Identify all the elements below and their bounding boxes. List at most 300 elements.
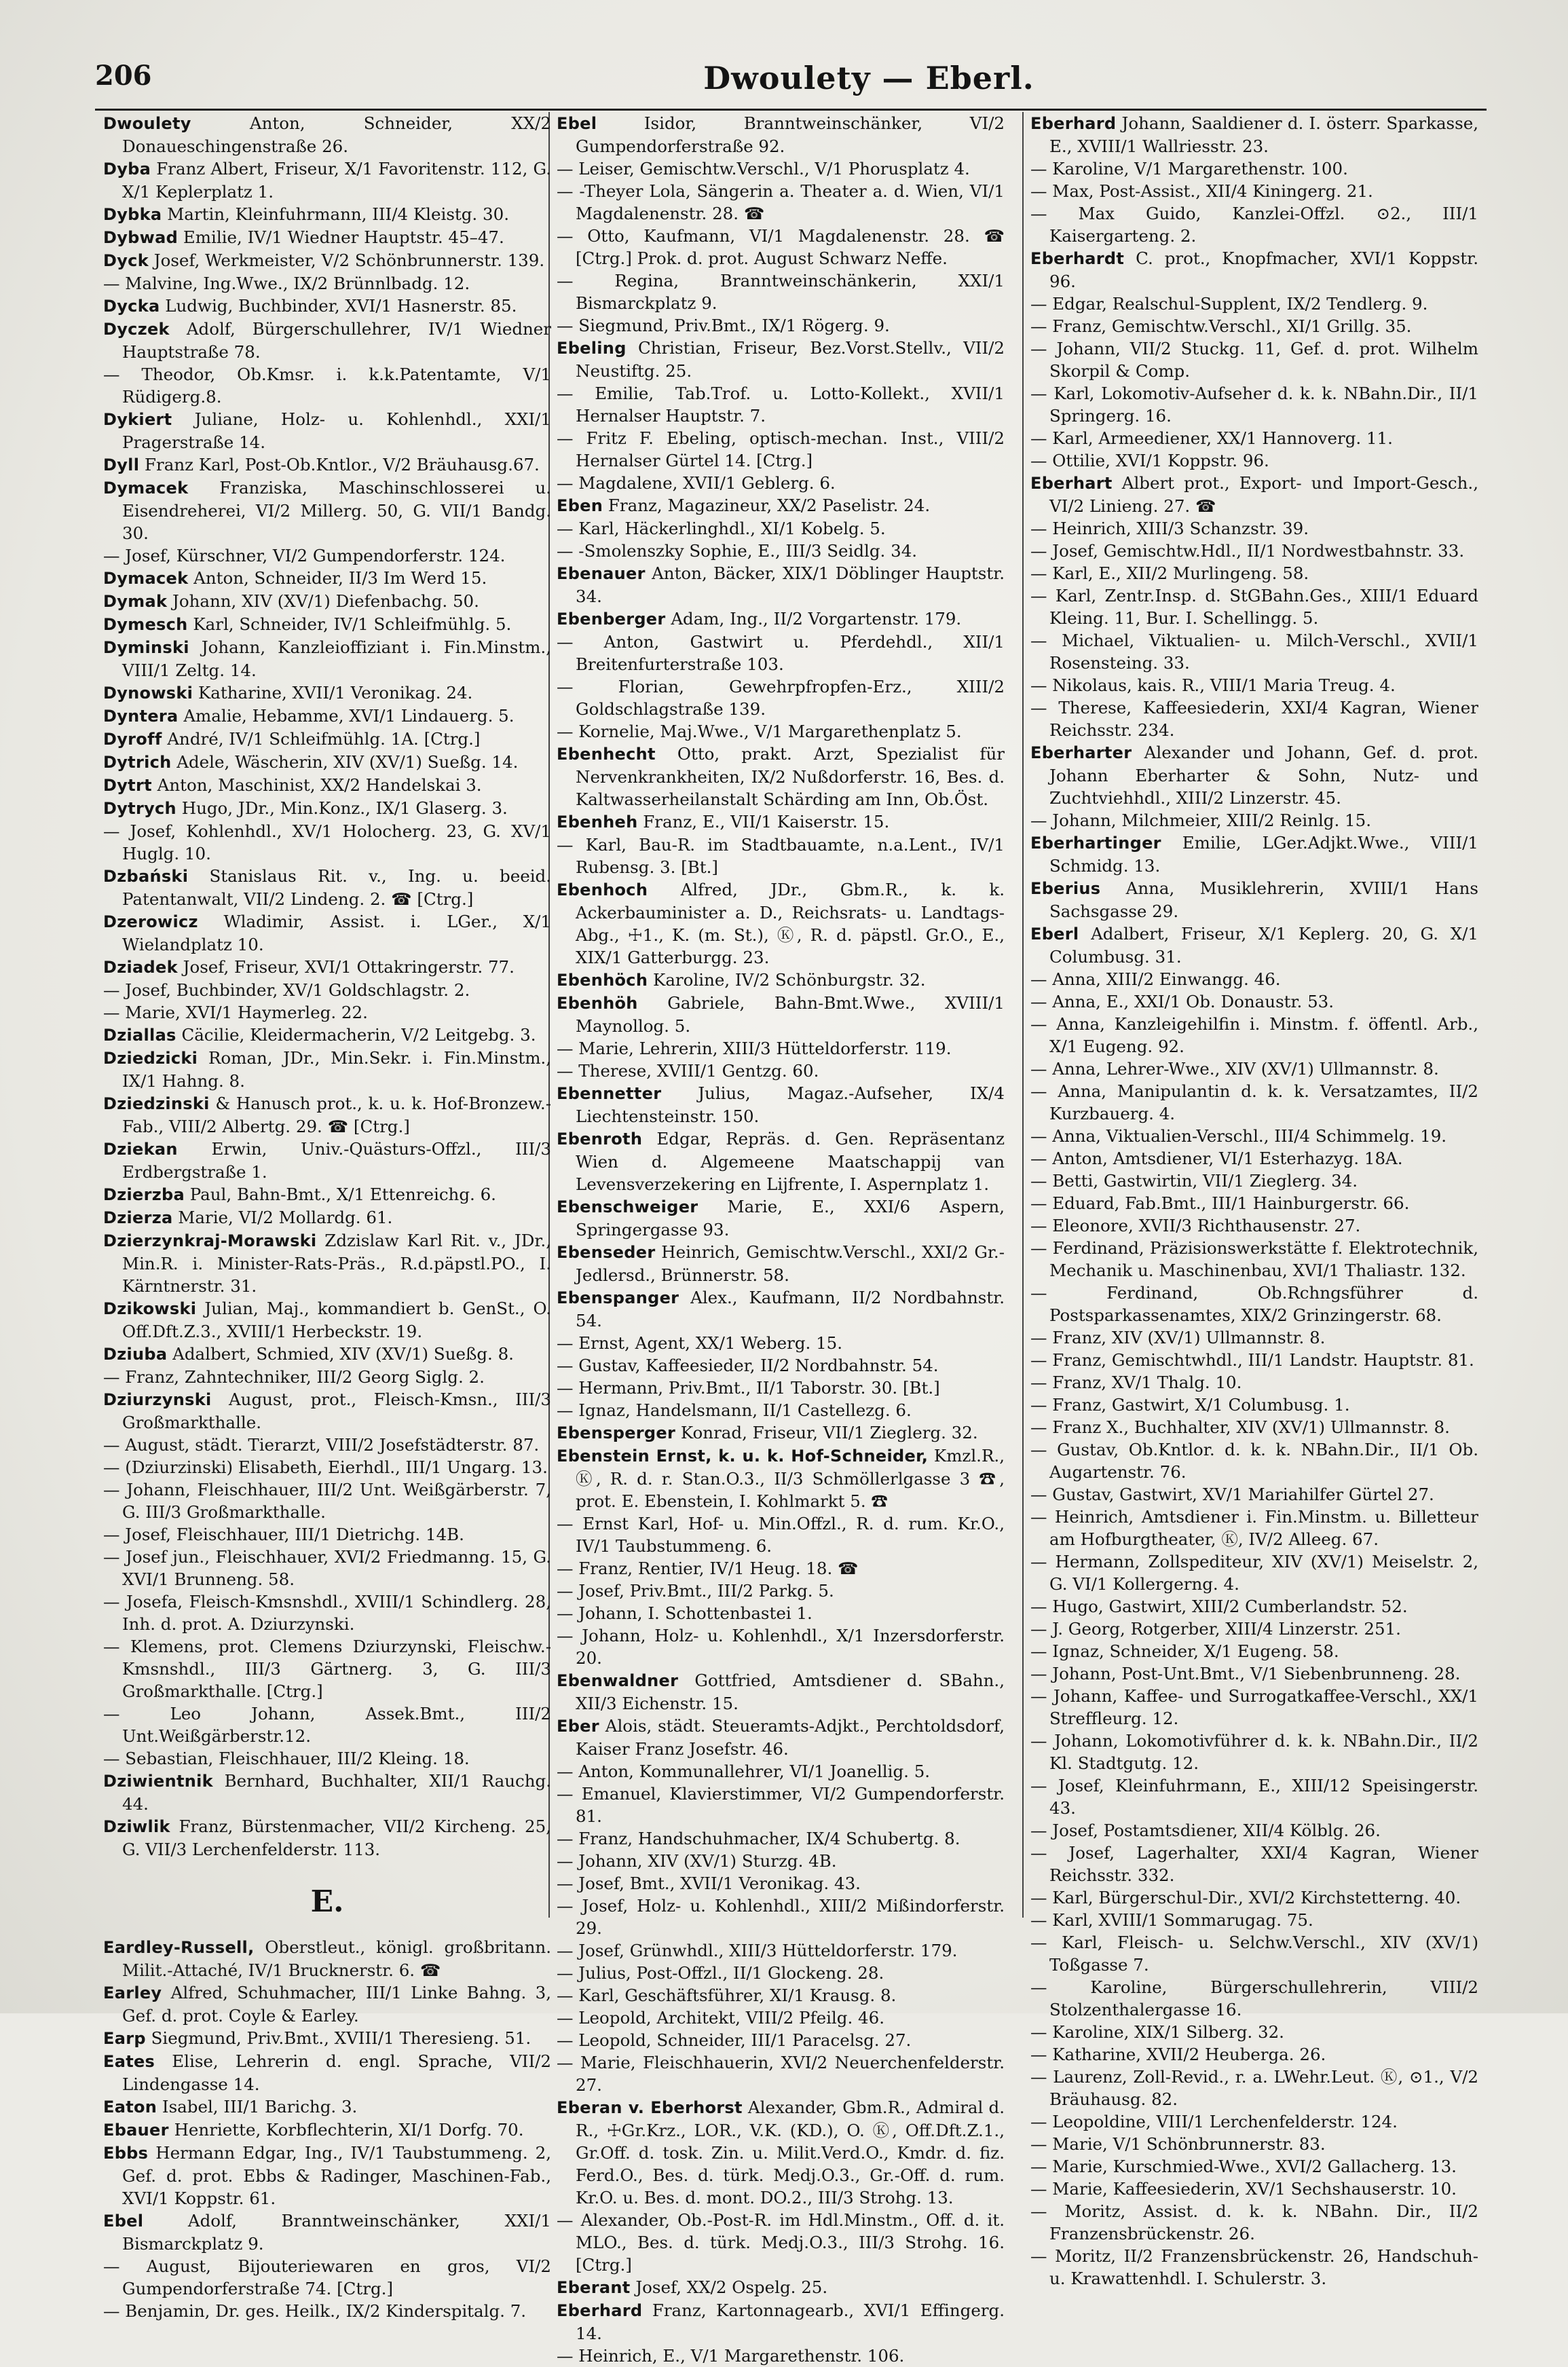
entry-surname: Ebenroth bbox=[557, 1130, 643, 1149]
entry-details: Gottfried, Amtsdiener d. SBahn., XII/3 Eichenstr. 15. bbox=[576, 1671, 1005, 1713]
entry-list bbox=[103, 112, 551, 1861]
entry-details: Juliane, Holz- u. Kohlenhdl., XXI/1 Pragerstraße 14. bbox=[122, 409, 551, 452]
entry-details: — -Smolenszky Sophie, E., III/3 Seidlg. 34. bbox=[557, 541, 918, 561]
directory-entry bbox=[557, 1872, 1005, 1895]
entry-details: — Otto, Kaufmann, VI/1 Magdalenenstr. 28. ☎ [Ctrg.] Prok. d. prot. August Schwarz Neffe. bbox=[557, 226, 1005, 268]
entry-details: — Karl, Bau-R. im Stadtbauamte, n.a.Lent., IV/1 Rubensg. 3. [Bt.] bbox=[557, 835, 1005, 877]
entry-details: — Eleonore, XVII/3 Richthausenstr. 27. bbox=[1030, 1216, 1361, 1235]
entry-details: — Hermann, Priv.Bmt., II/1 Taborstr. 30. [Bt.] bbox=[557, 1378, 940, 1398]
directory-entry bbox=[557, 1715, 1005, 1760]
directory-entry bbox=[103, 544, 551, 567]
entry-details: — Karl, Armeediener, XX/1 Hannoverg. 11. bbox=[1030, 428, 1393, 448]
directory-entry bbox=[1030, 1730, 1478, 1774]
entry-details: — Franz X., Buchhalter, XIV (XV/1) Ullmannstr. 8. bbox=[1030, 1417, 1450, 1437]
directory-entry bbox=[103, 272, 551, 295]
entry-details: Alois, städt. Steueramts-Adjkt., Perchtoldsdorf, Kaiser Franz Josefstr. 46. bbox=[576, 1716, 1005, 1759]
entry-surname: Ebeling bbox=[557, 339, 627, 358]
entry-details: — Leopold, Schneider, III/1 Paracelsg. 27. bbox=[557, 2030, 912, 2050]
entry-surname: Dymak bbox=[103, 592, 168, 611]
directory-entry bbox=[103, 453, 551, 477]
entry-details: — Johann, Post-Unt.Bmt., V/1 Siebenbrunneng. 28. bbox=[1030, 1664, 1461, 1683]
entry-details: — Franz, Gemischtwhdl., III/1 Landstr. Hauptstr. 81. bbox=[1030, 1350, 1474, 1370]
entry-surname: Dziuba bbox=[103, 1345, 168, 1364]
entry-details: & Hanusch prot., k. u. k. Hof-Bronzew.-Fab., VIII/2 Albertg. 29. ☎ [Ctrg.] bbox=[122, 1094, 551, 1136]
page-number: 206 bbox=[95, 60, 152, 92]
entry-surname: Dytrt bbox=[103, 776, 152, 795]
directory-entry bbox=[557, 314, 1005, 337]
entry-details: — Josef, Fleischhauer, III/1 Dietrichg. 14B. bbox=[103, 1525, 464, 1544]
directory-entry bbox=[1030, 112, 1478, 157]
directory-entry bbox=[557, 1037, 1005, 1060]
entry-details: Johann, Saaldiener d. I. österr. Sparkasse, E., XVIII/1 Wallriesstr. 23. bbox=[1049, 113, 1478, 156]
directory-entry bbox=[557, 1580, 1005, 1602]
directory-entry bbox=[103, 112, 551, 157]
entry-surname: Dyll bbox=[103, 455, 140, 474]
entry-details: — Kornelie, Maj.Wwe., V/1 Margarethenplatz 5. bbox=[557, 722, 962, 741]
entry-details: — Malvine, Ing.Wwe., IX/2 Brünnlbadg. 12. bbox=[103, 274, 470, 293]
entry-details: — Siegmund, Priv.Bmt., IX/1 Rögerg. 9. bbox=[557, 316, 890, 335]
directory-entry bbox=[557, 992, 1005, 1037]
entry-details: — Heinrich, Amtsdiener i. Fin.Minstm. u. Billetteur am Hofburgtheater, Ⓚ, IV/2 Alleeg. 67. bbox=[1030, 1507, 1478, 1549]
directory-entry bbox=[103, 820, 551, 865]
entry-details: — Ignaz, Handelsmann, II/1 Castellezg. 6. bbox=[557, 1400, 912, 1420]
entry-details: Henriette, Korbflechterin, XI/1 Dorfg. 70. bbox=[168, 2120, 524, 2140]
directory-entry bbox=[103, 1747, 551, 1770]
directory-entry bbox=[103, 797, 551, 820]
entry-surname: Ebenstein Ernst, k. u. k. Hof-Schneider, bbox=[557, 1447, 929, 1466]
directory-entry bbox=[103, 2050, 551, 2095]
directory-entry bbox=[557, 472, 1005, 494]
directory-entry bbox=[1030, 1595, 1478, 1618]
entry-details: — Josef, Gemischtw.Hdl., II/1 Nordwestbahnstr. 33. bbox=[1030, 541, 1465, 561]
entry-surname: Dzbański bbox=[103, 867, 189, 886]
entry-surname: Eberius bbox=[1030, 879, 1101, 898]
directory-entry bbox=[1030, 696, 1478, 741]
entry-details: — Ferdinand, Ob.Rchngsführer d. Postsparkassenamtes, XIX/2 Grinzingerstr. 68. bbox=[1030, 1283, 1478, 1325]
entry-details: — Johann, Lokomotivführer d. k. k. NBahn.Dir., II/2 Kl. Stadtgutg. 12. bbox=[1030, 1731, 1478, 1773]
directory-entry bbox=[1030, 2155, 1478, 2178]
entry-details: — Heinrich, XIII/3 Schanzstr. 39. bbox=[1030, 519, 1309, 538]
entry-details: Franz, Magazineur, XX/2 Paselistr. 24. bbox=[603, 496, 931, 515]
entry-details: — Josef, Bmt., XVII/1 Veronikag. 43. bbox=[557, 1874, 861, 1893]
entry-details: — Eduard, Fab.Bmt., III/1 Hainburgerstr. 66. bbox=[1030, 1193, 1410, 1213]
directory-entry bbox=[1030, 157, 1478, 180]
directory-entry bbox=[557, 1850, 1005, 1872]
directory-entry bbox=[557, 517, 1005, 540]
entry-details: — Johann, XIV (XV/1) Sturzg. 4B. bbox=[557, 1851, 837, 1871]
directory-entry bbox=[1030, 1976, 1478, 2021]
entry-surname: Eates bbox=[103, 2052, 155, 2071]
entry-surname: Eberhard bbox=[1030, 114, 1117, 133]
entry-details: — Therese, Kaffeesiederin, XXI/4 Kagran, Wiener Reichsstr. 234. bbox=[1030, 698, 1478, 740]
entry-details: — Josef, Holz- u. Kohlenhdl., XIII/2 Mißindorferstr. 29. bbox=[557, 1896, 1005, 1938]
directory-entry bbox=[103, 2255, 551, 2300]
entry-details: Martin, Kleinfuhrmann, III/4 Kleistg. 30. bbox=[162, 204, 509, 224]
entry-details: — Josef, Lagerhalter, XXI/4 Kagran, Wiener Reichsstr. 332. bbox=[1030, 1843, 1478, 1885]
directory-entry bbox=[1030, 2043, 1478, 2066]
entry-surname: Dziedzinski bbox=[103, 1094, 210, 1113]
entry-details: — Franz, Zahntechniker, III/2 Georg Siglg. 2. bbox=[103, 1367, 485, 1387]
entry-details: — Josef, Priv.Bmt., III/2 Parkg. 5. bbox=[557, 1581, 834, 1601]
directory-entry bbox=[103, 1815, 551, 1861]
entry-details: — Moritz, II/2 Franzensbrückenstr. 26, Handschuh- u. Krawattenhdl. I. Schulerstr. 3. bbox=[1030, 2246, 1478, 2288]
entry-surname: Dziallas bbox=[103, 1026, 176, 1045]
column-divider bbox=[1022, 112, 1024, 1918]
entry-details: — Anton, Kommunallehrer, VI/1 Joanellig. 5. bbox=[557, 1762, 931, 1781]
entry-details: — Karl, Geschäftsführer, XI/1 Krausg. 8. bbox=[557, 1986, 897, 2005]
entry-details: — Johann, Kaffee- und Surrogatkaffee-Verschl., XX/1 Streffleurg. 12. bbox=[1030, 1686, 1478, 1728]
entry-details: Emilie, LGer.Adjkt.Wwe., VIII/1 Schmidg. 13. bbox=[1049, 833, 1478, 876]
entry-details: Katharine, XVII/1 Veronikag. 24. bbox=[193, 683, 473, 703]
entry-details: — Nikolaus, kais. R., VIII/1 Maria Treug. 4. bbox=[1030, 675, 1396, 695]
entry-details: — Regina, Branntweinschänkerin, XXI/1 Bismarckplatz 9. bbox=[557, 271, 1005, 313]
directory-entry bbox=[557, 1286, 1005, 1332]
entry-details: Ludwig, Buchbinder, XVI/1 Hasnerstr. 85. bbox=[160, 296, 517, 316]
directory-entry bbox=[557, 1399, 1005, 1421]
entry-surname: Dzierzba bbox=[103, 1185, 185, 1204]
directory-entry bbox=[557, 1332, 1005, 1354]
directory-entry bbox=[557, 1760, 1005, 1783]
entry-details: — August, städt. Tierarzt, VIII/2 Josefstädterstr. 87. bbox=[103, 1435, 540, 1455]
directory-entry bbox=[1030, 247, 1478, 293]
directory-entry bbox=[557, 969, 1005, 992]
entry-details: — Magdalene, XVII/1 Geblerg. 6. bbox=[557, 473, 836, 493]
entry-surname: Eben bbox=[557, 496, 603, 515]
entry-surname: Ebenspanger bbox=[557, 1288, 679, 1307]
entry-details: C. prot., Knopfmacher, XVI/1 Koppstr. 96. bbox=[1049, 248, 1478, 291]
entry-details: Elise, Lehrerin d. engl. Sprache, VII/2 Lindengasse 14. bbox=[122, 2051, 551, 2094]
entry-details: Hugo, JDr., Min.Konz., IX/1 Glaserg. 3. bbox=[176, 798, 508, 818]
entry-surname: Dymesch bbox=[103, 615, 188, 634]
entry-details: — Therese, XVIII/1 Gentzg. 60. bbox=[557, 1061, 819, 1081]
directory-entry bbox=[557, 2276, 1005, 2299]
directory-entry bbox=[1030, 1394, 1478, 1416]
entry-surname: Dyroff bbox=[103, 730, 162, 749]
entry-details: — Fritz F. Ebeling, optisch-mechan. Inst., VIII/2 Hernalser Gürtel 14. [Ctrg.] bbox=[557, 428, 1005, 470]
entry-surname: Dynowski bbox=[103, 684, 193, 703]
entry-details: — Marie, Lehrerin, XIII/3 Hütteldorferstr. 119. bbox=[557, 1039, 952, 1058]
entry-details: — (Dziurzinski) Elisabeth, Eierhdl., III/1 Ungarg. 13. bbox=[103, 1457, 548, 1477]
entry-surname: Eberl bbox=[1030, 925, 1079, 944]
entry-surname: Earley bbox=[103, 1983, 162, 2002]
entry-list bbox=[103, 1936, 551, 2322]
entry-details: Otto, prakt. Arzt, Spezialist für Nervenkrankheiten, IX/2 Nußdorferstr. 16, Bes. d. Kaltwasserheilanstalt Schärding am Inn, Ob.Öst. bbox=[576, 744, 1005, 809]
directory-entry bbox=[557, 1557, 1005, 1580]
entry-details: Anton, Schneider, XX/2 Donaueschingenstraße 26. bbox=[122, 113, 551, 156]
entry-surname: Dytrych bbox=[103, 799, 176, 818]
directory-entry bbox=[1030, 2200, 1478, 2245]
entry-surname: Ebbs bbox=[103, 2144, 149, 2163]
directory-entry bbox=[103, 1434, 551, 1456]
directory-entry bbox=[1030, 1282, 1478, 1326]
directory-entry bbox=[557, 2299, 1005, 2345]
entry-details: — -Theyer Lola, Sängerin a. Theater a. d. Wien, VI/1 Magdalenenstr. 28. ☎ bbox=[557, 181, 1005, 223]
entry-details: Gabriele, Bahn-Bmt.Wwe., XVIII/1 Maynollog. 5. bbox=[576, 993, 1005, 1036]
entry-surname: Dycka bbox=[103, 297, 160, 316]
directory-entry bbox=[103, 249, 551, 272]
directory-entry bbox=[103, 2300, 551, 2322]
entry-details: — Leiser, Gemischtw.Verschl., V/1 Phorusplatz 4. bbox=[557, 159, 970, 179]
entry-details: — Sebastian, Fleischhauer, III/2 Kleing. 18. bbox=[103, 1749, 470, 1768]
column-3 bbox=[1030, 112, 1478, 2288]
entry-surname: Dyczek bbox=[103, 320, 170, 339]
entry-details: — Karl, Lokomotiv-Aufseher d. k. k. NBahn.Dir., II/1 Springerg. 16. bbox=[1030, 384, 1478, 426]
directory-entry bbox=[103, 979, 551, 1001]
entry-surname: Ebenschweiger bbox=[557, 1197, 698, 1216]
directory-entry bbox=[103, 751, 551, 774]
entry-details: Franz, Bürstenmacher, VII/2 Kircheng. 25, G. VII/3 Lerchenfelderstr. 113. bbox=[122, 1816, 551, 1859]
directory-entry bbox=[1030, 1819, 1478, 1842]
directory-entry bbox=[1030, 674, 1478, 696]
entry-details: — Karl, E., XII/2 Murlingeng. 58. bbox=[1030, 563, 1309, 583]
directory-entry bbox=[1030, 922, 1478, 968]
entry-details: Marie, E., XXI/6 Aspern, Springergasse 93. bbox=[576, 1197, 1005, 1240]
directory-entry bbox=[1030, 2066, 1478, 2110]
directory-entry bbox=[557, 540, 1005, 562]
directory-entry bbox=[557, 743, 1005, 810]
directory-entry bbox=[103, 613, 551, 636]
directory-entry bbox=[103, 1770, 551, 1815]
directory-entry bbox=[557, 1602, 1005, 1624]
entry-surname: Ebenhoch bbox=[557, 880, 648, 899]
entry-details: Bernhard, Buchhalter, XII/1 Rauchg. 44. bbox=[122, 1771, 551, 1814]
entry-details: — Alexander, Ob.-Post-R. im Hdl.Minstm., Off. d. it. MLO., Bes. d. türk. Medj.O.3., III/3 Strohg. 16. [Ctrg.] bbox=[557, 2210, 1005, 2275]
directory-entry bbox=[103, 705, 551, 728]
directory-entry bbox=[103, 1297, 551, 1343]
entry-details: Alexander, Gbm.R., Admiral d. R., ☩Gr.Krz., LOR., V.K. (KD.), O. Ⓚ, Off.Dft.Z.1., Gr.Off. d. tosk. Zin. u. Milit.Verd.O., Kmdr. d. fiz. Ferd.O., Bes. d. türk. Medj.O.3., Gr.-Off. d. rum. Kr.O. u. Bes. d. mont. DO.2., III/3 Strohg. 13. bbox=[576, 2098, 1005, 2207]
entry-details: — Betti, Gastwirtin, VII/1 Zieglerg. 34. bbox=[1030, 1171, 1358, 1191]
directory-entry bbox=[103, 1456, 551, 1478]
directory-entry bbox=[103, 1635, 551, 1702]
entry-details: August, prot., Fleisch-Kmsn., III/3 Großmarkthalle. bbox=[122, 1390, 551, 1432]
entry-details: Stanislaus Rit. v., Ing. u. beeid. Patentanwalt, VII/2 Lindeng. 2. ☎ [Ctrg.] bbox=[122, 866, 551, 909]
directory-entry bbox=[1030, 1438, 1478, 1483]
directory-entry bbox=[1030, 1662, 1478, 1685]
entry-surname: Dzerowicz bbox=[103, 912, 198, 931]
entry-surname: Eber bbox=[557, 1717, 599, 1736]
directory-entry bbox=[557, 1962, 1005, 1984]
directory-entry bbox=[103, 2095, 551, 2119]
entry-details: Josef, XX/2 Ospelg. 25. bbox=[630, 2277, 828, 2297]
entry-details: — Karoline, XIX/1 Silberg. 32. bbox=[1030, 2022, 1284, 2042]
directory-entry bbox=[557, 157, 1005, 180]
directory-entry bbox=[103, 1388, 551, 1434]
directory-entry bbox=[1030, 2133, 1478, 2155]
directory-entry bbox=[1030, 990, 1478, 1013]
entry-details: — Ottilie, XVI/1 Koppstr. 96. bbox=[1030, 451, 1269, 470]
entry-details: Adam, Ing., II/2 Vorgartenstr. 179. bbox=[665, 609, 962, 629]
entry-details: — Josefa, Fleisch-Kmsnshdl., XVIII/1 Schindlerg. 28, Inh. d. prot. A. Dziurzynski. bbox=[103, 1592, 551, 1634]
entry-details: — Katharine, XVII/2 Heuberga. 26. bbox=[1030, 2045, 1326, 2064]
entry-surname: Eberhard bbox=[557, 2301, 643, 2320]
entry-surname: Dybka bbox=[103, 205, 162, 224]
directory-entry bbox=[1030, 1058, 1478, 1080]
directory-entry bbox=[557, 878, 1005, 969]
entry-details: — Anton, Amtsdiener, VI/1 Esterhazyg. 18A. bbox=[1030, 1149, 1403, 1168]
directory-entry bbox=[1030, 1349, 1478, 1371]
entry-details: Johann, XIV (XV/1) Diefenbachg. 50. bbox=[167, 591, 479, 611]
entry-details: — Franz, Gastwirt, X/1 Columbusg. 1. bbox=[1030, 1395, 1350, 1415]
entry-details: — Anna, E., XXI/1 Ob. Donaustr. 53. bbox=[1030, 992, 1334, 1011]
entry-details: — Leopoldine, VIII/1 Lerchenfelderstr. 124. bbox=[1030, 2112, 1398, 2131]
directory-entry bbox=[1030, 382, 1478, 427]
entry-details: Franziska, Maschinschlosserei u. Eisendreherei, VI/2 Millerg. 50, G. VII/1 Bandg. 30. bbox=[122, 478, 551, 543]
entry-list bbox=[557, 112, 1005, 2367]
directory-entry bbox=[103, 2210, 551, 2255]
entry-surname: Ebenauer bbox=[557, 564, 646, 583]
running-head: Dwoulety — Eberl. bbox=[703, 60, 1034, 96]
entry-surname: Earp bbox=[103, 2029, 146, 2048]
entry-details: — Johann, Holz- u. Kohlenhdl., X/1 Inzersdorferstr. 20. bbox=[557, 1626, 1005, 1668]
directory-entry bbox=[1030, 2178, 1478, 2200]
directory-entry bbox=[1030, 1192, 1478, 1214]
directory-entry bbox=[557, 2345, 1005, 2367]
entry-details: — Benjamin, Dr. ges. Heilk., IX/2 Kinderspitalg. 7. bbox=[103, 2301, 527, 2321]
entry-details: — Ernst Karl, Hof- u. Min.Offzl., R. d. rum. Kr.O., IV/1 Taubstummeng. 6. bbox=[557, 1514, 1005, 1556]
directory-entry bbox=[1030, 629, 1478, 674]
entry-details: — Franz, XIV (XV/1) Ullmannstr. 8. bbox=[1030, 1328, 1326, 1347]
entry-details: — Michael, Viktualien- u. Milch-Verschl., XVII/1 Rosensteing. 33. bbox=[1030, 631, 1478, 673]
directory-entry bbox=[103, 590, 551, 613]
entry-details: Edgar, Repräs. d. Gen. Repräsentanz Wien d. Algemeene Maatschappij van Levensverzekering en Lijfrente, I. Aspernplatz 1. bbox=[576, 1129, 1005, 1194]
directory-entry bbox=[1030, 1080, 1478, 1125]
directory-entry bbox=[103, 2119, 551, 2142]
directory-entry bbox=[1030, 1886, 1478, 1909]
entry-details: — Marie, V/1 Schönbrunnerstr. 83. bbox=[1030, 2134, 1326, 2154]
directory-entry bbox=[1030, 741, 1478, 809]
entry-details: Heinrich, Gemischtw.Verschl., XXI/2 Gr.-Jedlersd., Brünnerstr. 58. bbox=[576, 1242, 1005, 1285]
entry-details: Alfred, Schuhmacher, III/1 Linke Bahng. 3, Gef. d. prot. Coyle & Earley. bbox=[122, 1983, 551, 2026]
entry-surname: Dyminski bbox=[103, 638, 189, 657]
directory-entry bbox=[557, 2096, 1005, 2209]
directory-entry bbox=[557, 427, 1005, 472]
entry-details: Josef, Friseur, XVI/1 Ottakringerstr. 77. bbox=[177, 957, 515, 977]
directory-entry bbox=[557, 1895, 1005, 1939]
entry-details: — Johann, I. Schottenbastei 1. bbox=[557, 1603, 813, 1623]
directory-entry bbox=[1030, 337, 1478, 382]
entry-details: — Anna, Kanzleigehilfin i. Minstm. f. öffentl. Arb., X/1 Eugeng. 92. bbox=[1030, 1014, 1478, 1056]
directory-entry bbox=[557, 494, 1005, 517]
entry-details: Oberstleut., königl. großbritann. Milit.-Attaché, IV/1 Brucknerstr. 6. ☎ bbox=[122, 1937, 551, 1980]
entry-details: — Karl, Häckerlinghdl., XI/1 Kobelg. 5. bbox=[557, 519, 886, 538]
directory-entry bbox=[1030, 1147, 1478, 1170]
entry-details: Isabel, III/1 Barichg. 3. bbox=[157, 2097, 358, 2117]
directory-entry bbox=[103, 1590, 551, 1635]
entry-details: — Emanuel, Klavierstimmer, VI/2 Gumpendorferstr. 81. bbox=[557, 1784, 1005, 1826]
entry-details: Alexander und Johann, Gef. d. prot. Johann Eberharter & Sohn, Nutz- und Zuchtviehhdl., XIII/2 Linzerstr. 45. bbox=[1049, 743, 1478, 808]
entry-surname: Dymacek bbox=[103, 479, 189, 498]
directory-entry bbox=[557, 608, 1005, 631]
entry-surname: Eberant bbox=[557, 2278, 631, 2297]
entry-details: Johann, Kanzleioffiziant i. Fin.Minstm., VIII/1 Zeltg. 14. bbox=[122, 637, 551, 680]
entry-surname: Eberharter bbox=[1030, 743, 1132, 762]
directory-entry bbox=[1030, 1909, 1478, 1931]
entry-details: — Karoline, Bürgerschullehrerin, VIII/2 Stolzenthalergasse 16. bbox=[1030, 1977, 1478, 2019]
directory-entry bbox=[103, 1001, 551, 1024]
directory-entry bbox=[557, 631, 1005, 675]
directory-entry bbox=[1030, 1842, 1478, 1886]
entry-details: Marie, VI/2 Mollardg. 61. bbox=[172, 1208, 393, 1227]
entry-details: Anton, Bäcker, XIX/1 Döblinger Hauptstr. 34. bbox=[576, 563, 1005, 606]
entry-surname: Eardley-Russell, bbox=[103, 1938, 255, 1957]
entry-details: — Heinrich, E., V/1 Margarethenstr. 106. bbox=[557, 2346, 905, 2366]
directory-entry bbox=[1030, 2245, 1478, 2290]
directory-entry bbox=[1030, 809, 1478, 832]
entry-details: — Florian, Gewehrpfropfen-Erz., XIII/2 Goldschlagstraße 139. bbox=[557, 677, 1005, 719]
entry-details: — Leopold, Architekt, VIII/2 Pfeilg. 46. bbox=[557, 2008, 884, 2028]
entry-details: Julius, Magaz.-Aufseher, IX/4 Liechtensteinstr. 150. bbox=[576, 1083, 1005, 1126]
entry-details: Alex., Kaufmann, II/2 Nordbahnstr. 54. bbox=[576, 1288, 1005, 1330]
directory-entry bbox=[103, 1206, 551, 1229]
directory-entry bbox=[103, 1343, 551, 1366]
entry-details: Emilie, IV/1 Wiedner Hauptstr. 45–47. bbox=[178, 227, 504, 247]
directory-entry bbox=[103, 1702, 551, 1747]
entry-surname: Dymacek bbox=[103, 569, 189, 588]
entry-details: Zdzislaw Karl Rit. v., JDr., Min.R. i. Minister-Rats-Präs., R.d.päpstl.PO., I. Kärntnerstr. 31. bbox=[122, 1231, 551, 1296]
directory-entry bbox=[103, 774, 551, 797]
directory-entry bbox=[557, 269, 1005, 314]
entry-details: Erwin, Univ.-Quästurs-Offzl., III/3 Erdbergstraße 1. bbox=[122, 1139, 551, 1182]
directory-entry bbox=[1030, 2021, 1478, 2043]
entry-details: — Anna, Viktualien-Verschl., III/4 Schimmelg. 19. bbox=[1030, 1126, 1447, 1146]
directory-entry bbox=[1030, 1640, 1478, 1662]
directory-entry bbox=[1030, 1013, 1478, 1058]
directory-entry bbox=[103, 1981, 551, 2027]
entry-details: — Anna, XIII/2 Einwangg. 46. bbox=[1030, 969, 1281, 989]
entry-details: Julian, Maj., kommandiert b. GenSt., O. Off.Dft.Z.3., XVIII/1 Herbeckstr. 19. bbox=[122, 1299, 551, 1341]
directory-entry bbox=[1030, 449, 1478, 472]
directory-entry bbox=[1030, 540, 1478, 562]
entry-surname: Dzikowski bbox=[103, 1299, 197, 1318]
entry-details: André, IV/1 Schleifmühlg. 1A. [Ctrg.] bbox=[162, 729, 481, 749]
entry-surname: Dytrich bbox=[103, 753, 172, 772]
directory-entry bbox=[557, 810, 1005, 834]
directory-entry bbox=[557, 2051, 1005, 2096]
directory-entry bbox=[103, 226, 551, 249]
directory-entry bbox=[1030, 1125, 1478, 1147]
directory-entry bbox=[1030, 427, 1478, 449]
entry-surname: Ebennetter bbox=[557, 1084, 662, 1103]
entry-details: — Karl, Zentr.Insp. d. StGBahn.Ges., XIII/1 Eduard Kleing. 11, Bur. I. Schellingg. 5. bbox=[1030, 586, 1478, 628]
entry-details: — Johann, Milchmeier, XIII/2 Reinlg. 15. bbox=[1030, 810, 1372, 830]
directory-entry bbox=[103, 728, 551, 751]
directory-entry bbox=[557, 1669, 1005, 1715]
entry-details: Isidor, Branntweinschänker, VI/2 Gumpendorferstraße 92. bbox=[576, 113, 1005, 156]
directory-entry bbox=[557, 1241, 1005, 1286]
entry-details: Anna, Musiklehrerin, XVIII/1 Hans Sachsgasse 29. bbox=[1049, 878, 1478, 921]
entry-details: — Emilie, Tab.Trof. u. Lotto-Kollekt., XVII/1 Hernalser Hauptstr. 7. bbox=[557, 384, 1005, 426]
directory-entry bbox=[103, 1183, 551, 1206]
directory-entry bbox=[1030, 180, 1478, 202]
directory-entry bbox=[557, 1354, 1005, 1377]
entry-surname: Ebenheh bbox=[557, 813, 638, 832]
entry-list bbox=[1030, 112, 1478, 2290]
directory-entry bbox=[557, 180, 1005, 225]
entry-details: Hermann Edgar, Ing., IV/1 Taubstummeng. 2, Gef. d. prot. Ebbs & Radinger, Maschinen-Fab., XVI/1 Koppstr. 61. bbox=[122, 2143, 551, 2208]
directory-entry bbox=[557, 1984, 1005, 2007]
entry-details: — Karl, Fleisch- u. Selchw.Verschl., XIV (XV/1) Toßgasse 7. bbox=[1030, 1933, 1478, 1975]
directory-entry bbox=[1030, 1326, 1478, 1349]
directory-entry bbox=[1030, 832, 1478, 877]
entry-details: — Hermann, Zollspediteur, XIV (XV/1) Meiselstr. 2, G. VI/1 Kollergerng. 4. bbox=[1030, 1552, 1478, 1594]
directory-entry bbox=[557, 1060, 1005, 1082]
page-header bbox=[95, 60, 1487, 107]
entry-details: — Franz, Rentier, IV/1 Heug. 18. ☎ bbox=[557, 1559, 859, 1578]
entry-details: Christian, Friseur, Bez.Vorst.Stellv., VII/2 Neustiftg. 25. bbox=[576, 338, 1005, 381]
directory-entry bbox=[1030, 1685, 1478, 1730]
entry-details: — Gustav, Kaffeesieder, II/2 Nordbahnstr. 54. bbox=[557, 1356, 939, 1375]
directory-entry bbox=[103, 1936, 551, 1981]
